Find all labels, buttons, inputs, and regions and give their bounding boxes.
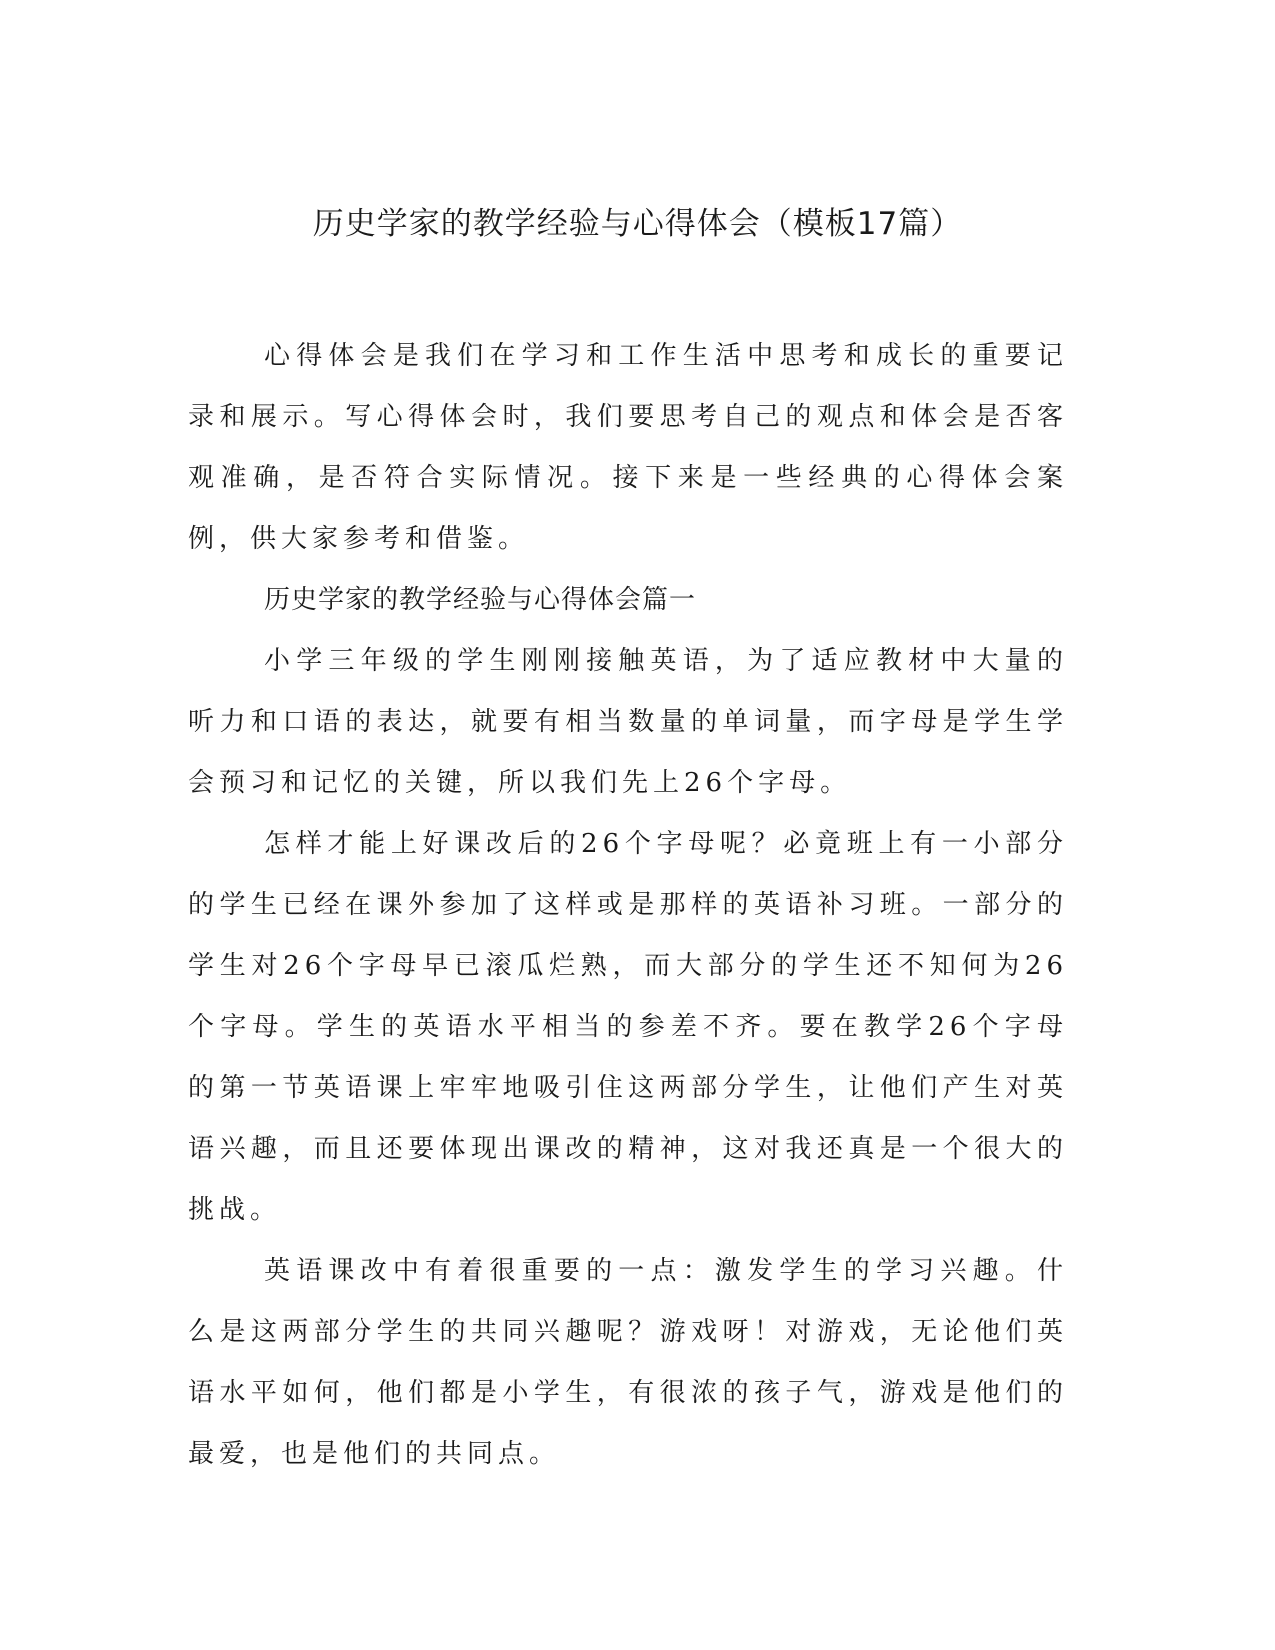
document-body (188, 326, 1068, 1485)
document-title: 历史学家的教学经验与心得体会（模板17篇） (312, 206, 963, 242)
body-paragraph: 怎样才能上好课改后的26个字母呢？必竟班上有一小部分的学生已经在课外参加了这样或是那样的英语补习班。一部分的学生对26个字母早已滚瓜烂熟，而大部分的学生还不知何为26个字母。学生的英语水平相当的参差不齐。要在教学26个字母的第一节英语课上牢牢地吸引住这两部分学生，让他们产生对英语兴趣，而且还要体现出课改的精神，这对我还真是一个很大的挑战。 (188, 829, 1068, 1225)
body-paragraph: 小学三年级的学生刚刚接触英语，为了适应教材中大量的听力和口语的表达，就要有相当数量的单词量，而字母是学生学会预习和记忆的关键，所以我们先上26个字母。 (188, 646, 1068, 798)
body-paragraph: 英语课改中有着很重要的一点：激发学生的学习兴趣。什么是这两部分学生的共同兴趣呢？游戏呀！对游戏，无论他们英语水平如何，他们都是小学生，有很浓的孩子气，游戏是他们的最爱，也是他们的共同点。 (188, 1256, 1068, 1469)
section-heading: 历史学家的教学经验与心得体会篇一 (264, 585, 697, 615)
intro-paragraph: 心得体会是我们在学习和工作生活中思考和成长的重要记录和展示。写心得体会时，我们要思考自己的观点和体会是否客观准确，是否符合实际情况。接下来是一些经典的心得体会案例，供大家参考和借鉴。 (188, 341, 1068, 554)
